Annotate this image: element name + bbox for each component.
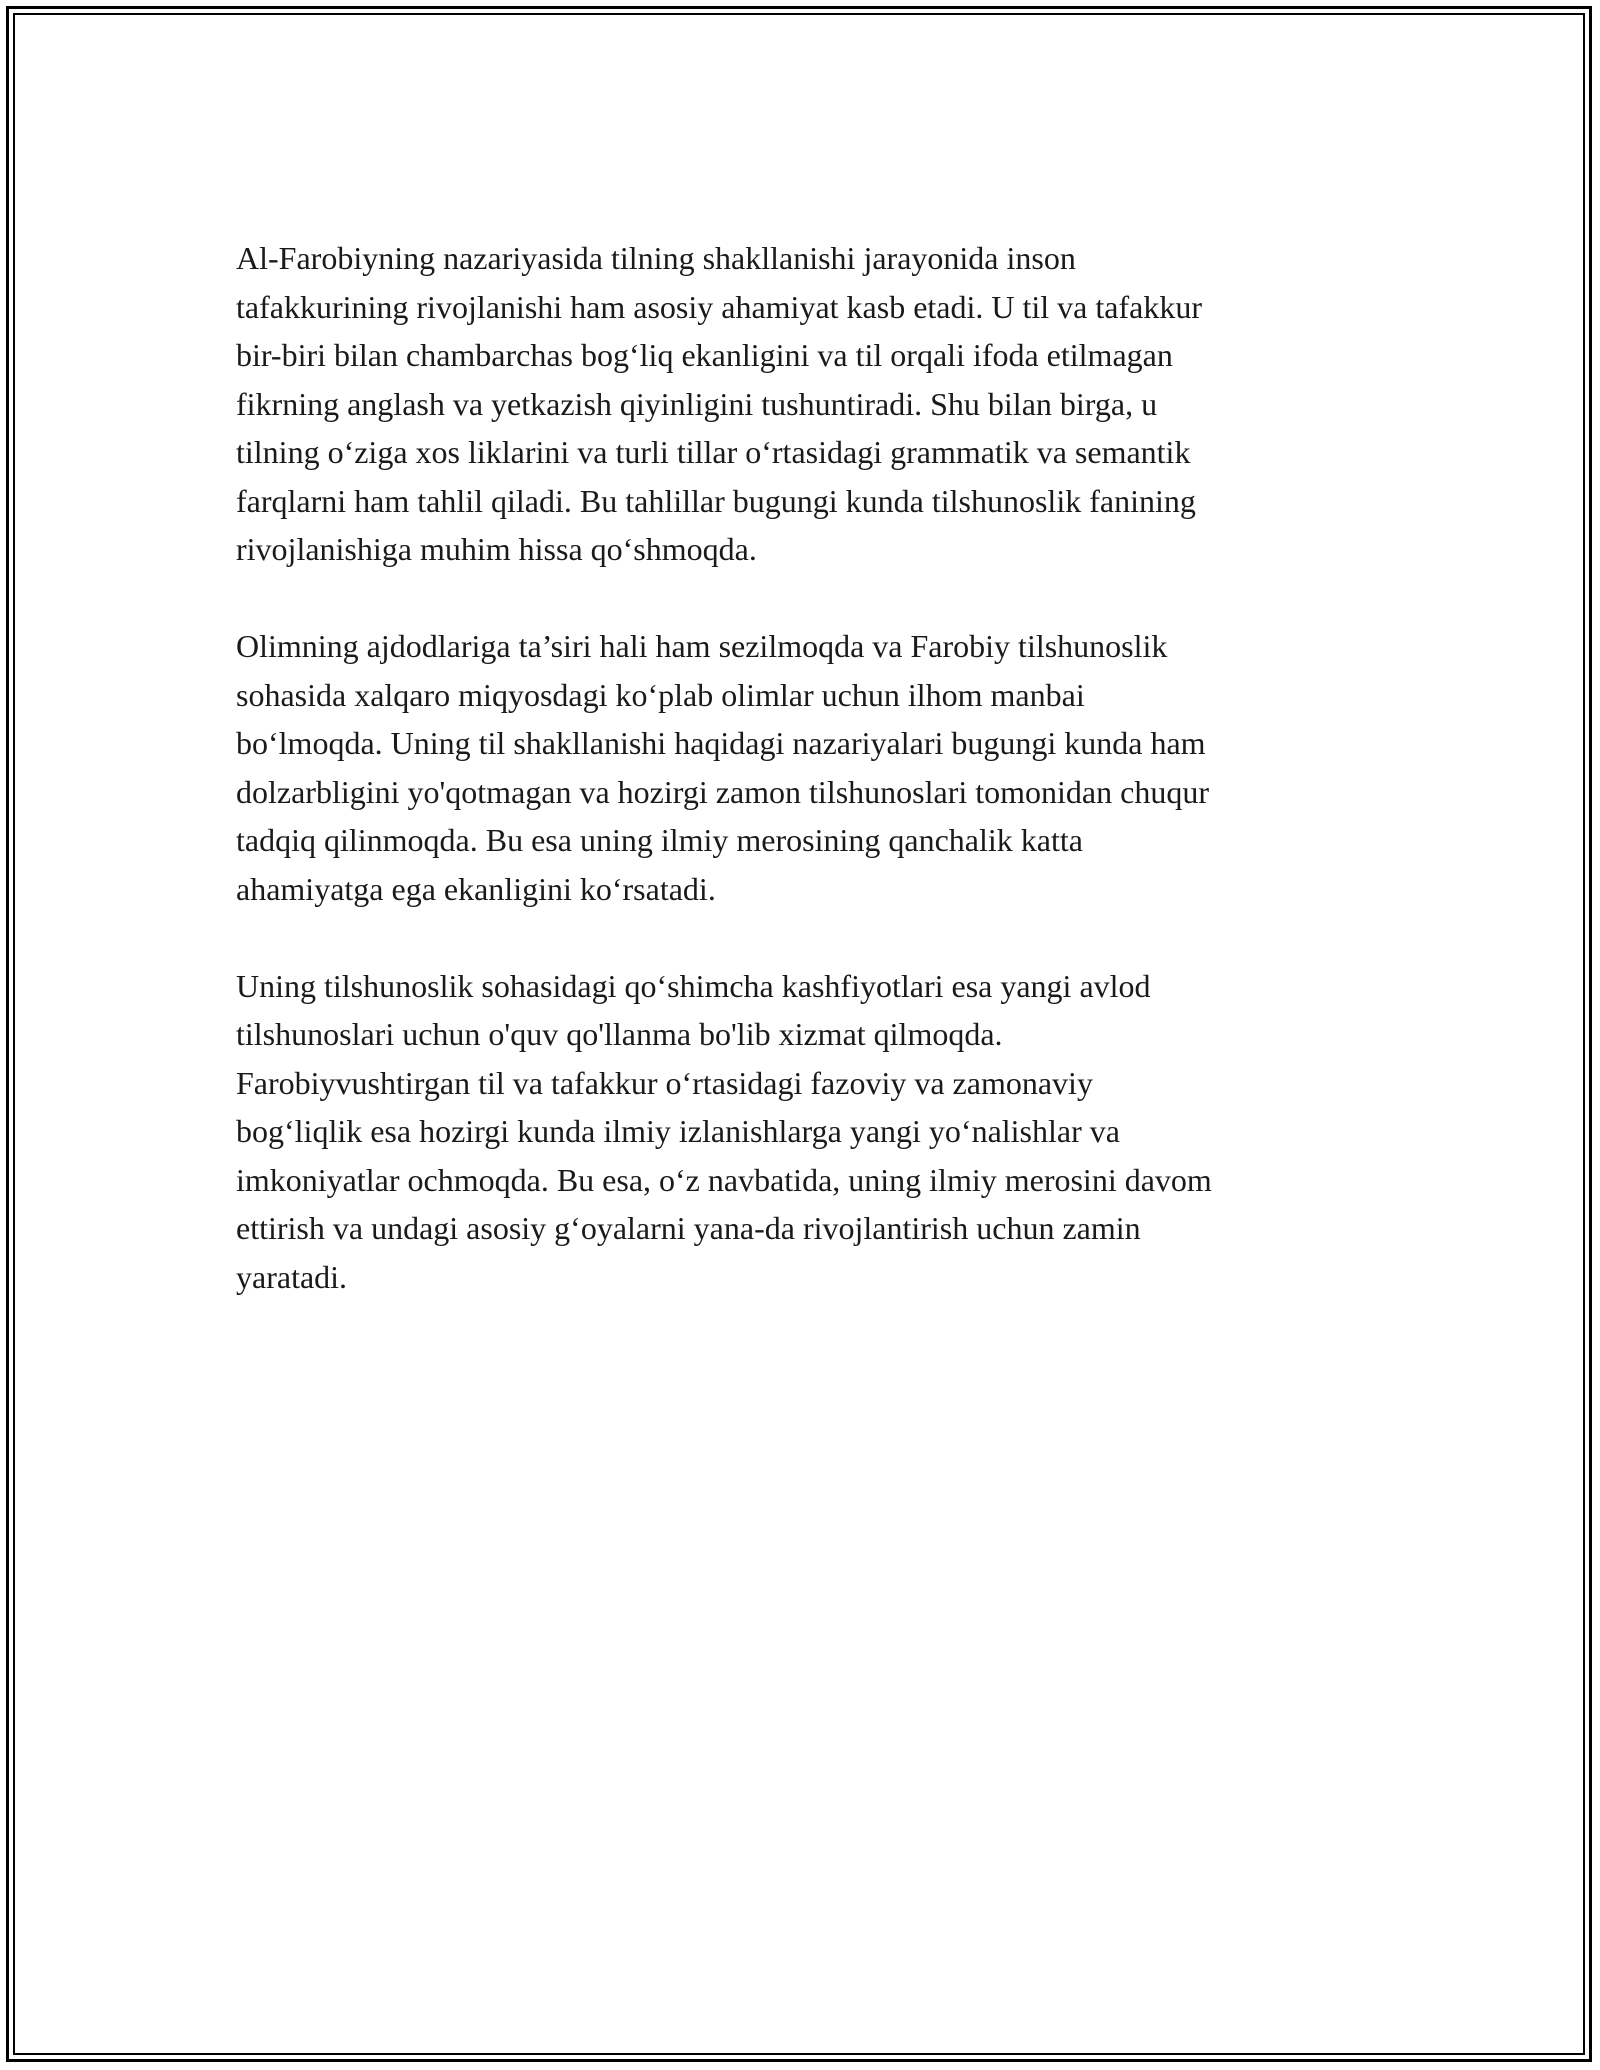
text-line: dolzarbligini yo'qotmagan va hozirgi zamon tilshunoslari tomonidan chuqur: [236, 773, 1209, 810]
paragraph-2: [236, 622, 1356, 913]
text-line: Farobiyvushtirgan til va tafakkur o‘rtasidagi fazoviy va zamonaviy: [236, 1064, 1093, 1101]
text-line: ahamiyatga ega ekanligini ko‘rsatadi.: [236, 870, 716, 907]
text-line: Uning tilshunoslik sohasidagi qo‘shimcha kashfiyotlari esa yangi avlod: [236, 967, 1151, 1004]
text-line: bir-biri bilan chambarchas bog‘liq ekanligini va til orqali ifoda etilmagan: [236, 337, 1173, 373]
text-line: tafakkurining rivojlanishi ham asosiy ahamiyat kasb etadi. U til va tafakkur: [236, 288, 1202, 325]
text-line: rivojlanishiga muhim hissa qo‘shmoqda.: [236, 531, 757, 567]
text-line: Olimning ajdodlariga ta’siri hali ham sezilmoqda va Farobiy tilshunoslik: [236, 628, 1168, 664]
text-line: bo‘lmoqda. Uning til shakllanishi haqidagi nazariyalari bugungi kunda ham: [236, 725, 1206, 761]
text-line: sohasida xalqaro miqyosdagi ko‘plab olimlar uchun ilhom manbai: [236, 676, 1085, 713]
text-line: farqlarni ham tahlil qiladi. Bu tahlillar bugungi kunda tilshunoslik fanining: [236, 482, 1196, 519]
text-line: tilning o‘ziga xos liklarini va turli tillar o‘rtasidagi grammatik va semantik: [236, 434, 1191, 470]
text-line: tadqiq qilinmoqda. Bu esa uning ilmiy merosining qanchalik katta: [236, 822, 1083, 858]
text-line: yaratadi.: [236, 1258, 348, 1295]
text-line: ettirish va undagi asosiy g‘oyalarni yana-da rivojlantirish uchun zamin: [236, 1210, 1141, 1246]
text-line: fikrning anglash va yetkazish qiyinligini tushuntiradi. Shu bilan birga, u: [236, 385, 1158, 422]
paragraph-3: [236, 962, 1356, 1302]
paragraph-1: [236, 234, 1356, 574]
text-line: tilshunoslari uchun o'quv qo'llanma bo'lib xizmat qilmoqda.: [236, 1016, 1003, 1052]
text-line: bog‘liqlik esa hozirgi kunda ilmiy izlanishlarga yangi yo‘nalishlar va: [236, 1113, 1120, 1149]
document-body: [236, 234, 1356, 1350]
text-line: Al-Farobiyning nazariyasida tilning shakllanishi jarayonida inson: [236, 240, 1076, 276]
text-line: imkoniyatlar ochmoqda. Bu esa, o‘z navbatida, uning ilmiy merosini davom: [236, 1161, 1212, 1198]
